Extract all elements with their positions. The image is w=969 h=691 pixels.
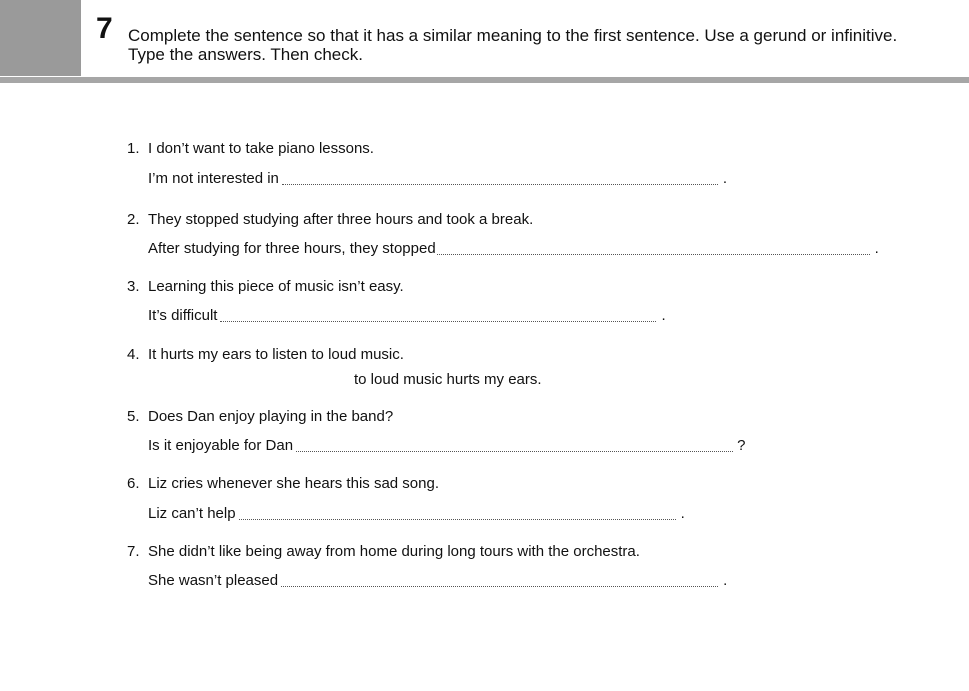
answer-blank[interactable] [239, 515, 676, 520]
answer-row [354, 371, 542, 391]
answer-stem: Is it enjoyable for Dan [148, 437, 294, 454]
item-prompt: It hurts my ears to listen to loud music. [148, 346, 404, 363]
item-number: 6. [127, 475, 140, 492]
item-prompt: Does Dan enjoy playing in the band? [148, 408, 394, 425]
answer-end-punctuation: . [661, 307, 666, 324]
item-prompt: Learning this piece of music isn’t easy. [148, 278, 404, 295]
answer-blank[interactable] [282, 180, 718, 185]
answer-row [148, 307, 666, 327]
item-prompt: Liz cries whenever she hears this sad song. [148, 475, 439, 492]
answer-stem: I’m not interested in [148, 170, 279, 187]
answer-end-punctuation: ? [737, 437, 746, 454]
answer-blank[interactable] [220, 317, 656, 322]
answer-stem: It’s difficult [148, 307, 218, 324]
exercise-instructions: Complete the sentence so that it has a similar meaning to the first sentence. Use a gerund or infinitive. Type the answers. Then check. [128, 26, 898, 64]
item-number: 1. [127, 140, 140, 157]
header-divider [0, 77, 969, 83]
answer-row [148, 170, 727, 190]
answer-blank[interactable] [296, 447, 733, 452]
item-number: 2. [127, 211, 140, 228]
item-number: 5. [127, 408, 140, 425]
item-number: 7. [127, 543, 140, 560]
answer-stem: She wasn’t pleased [148, 572, 279, 589]
item-prompt: They stopped studying after three hours and took a break. [148, 211, 534, 228]
item-number: 3. [127, 278, 140, 295]
answer-stem: Liz can’t help [148, 505, 236, 522]
item-prompt: She didn’t like being away from home during long tours with the orchestra. [148, 543, 640, 560]
answer-stem: to loud music hurts my ears. [354, 371, 542, 388]
answer-blank[interactable] [437, 250, 870, 255]
item-number: 4. [127, 346, 140, 363]
answer-blank[interactable] [281, 582, 718, 587]
answer-row [148, 572, 727, 592]
item-prompt: I don’t want to take piano lessons. [148, 140, 374, 157]
answer-row [148, 240, 879, 260]
answer-end-punctuation: . [874, 240, 879, 257]
answer-row [148, 505, 685, 525]
answer-end-punctuation: . [723, 572, 728, 589]
answer-row [148, 437, 745, 457]
answer-end-punctuation: . [680, 505, 685, 522]
answer-end-punctuation: . [722, 170, 728, 187]
exercise-number: 7 [96, 12, 113, 45]
exercise-header [0, 0, 969, 84]
header-gray-block [0, 0, 81, 76]
answer-stem: After studying for three hours, they stopped [148, 240, 436, 257]
